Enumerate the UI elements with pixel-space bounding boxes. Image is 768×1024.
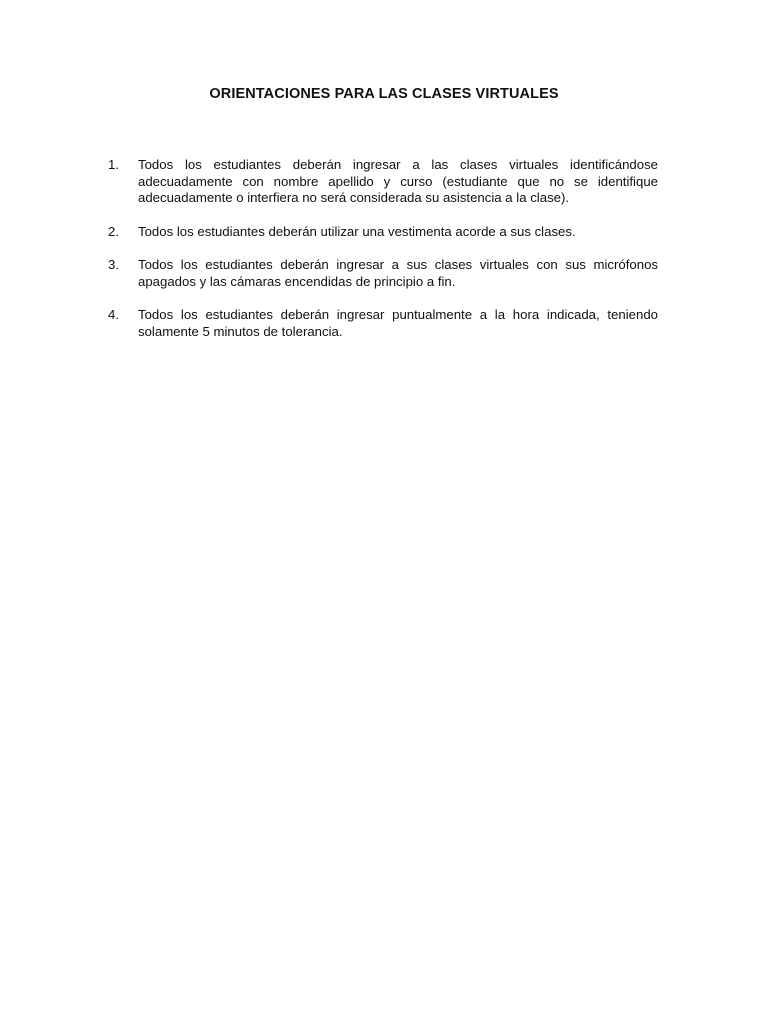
item-number: 2. [108,223,119,239]
list-item [108,307,658,340]
list-item [108,157,658,207]
item-text: Todos los estudiantes deberán ingresar a las clases virtuales identificándose adecuadamente con nombre apellido y curso (estudiante que no se identifique adecuadamente o interfiera no será considerada su asistencia a la clase). [138,157,658,205]
list-item [108,224,658,241]
item-text: Todos los estudiantes deberán ingresar a sus clases virtuales con sus micrófonos apagados y las cámaras encendidas de principio a fin. [138,257,658,289]
list-item [108,257,658,290]
document-title: ORIENTACIONES PARA LAS CLASES VIRTUALES [209,86,559,102]
item-text: Todos los estudiantes deberán ingresar puntualmente a la hora indicada, teniendo solamente 5 minutos de tolerancia. [138,307,658,339]
item-number: 3. [108,257,119,272]
item-number: 4. [108,307,119,322]
item-number: 1. [108,157,119,172]
guidelines-list [108,157,658,357]
item-text: Todos los estudiantes deberán utilizar una vestimenta acorde a sus clases. [138,223,576,239]
